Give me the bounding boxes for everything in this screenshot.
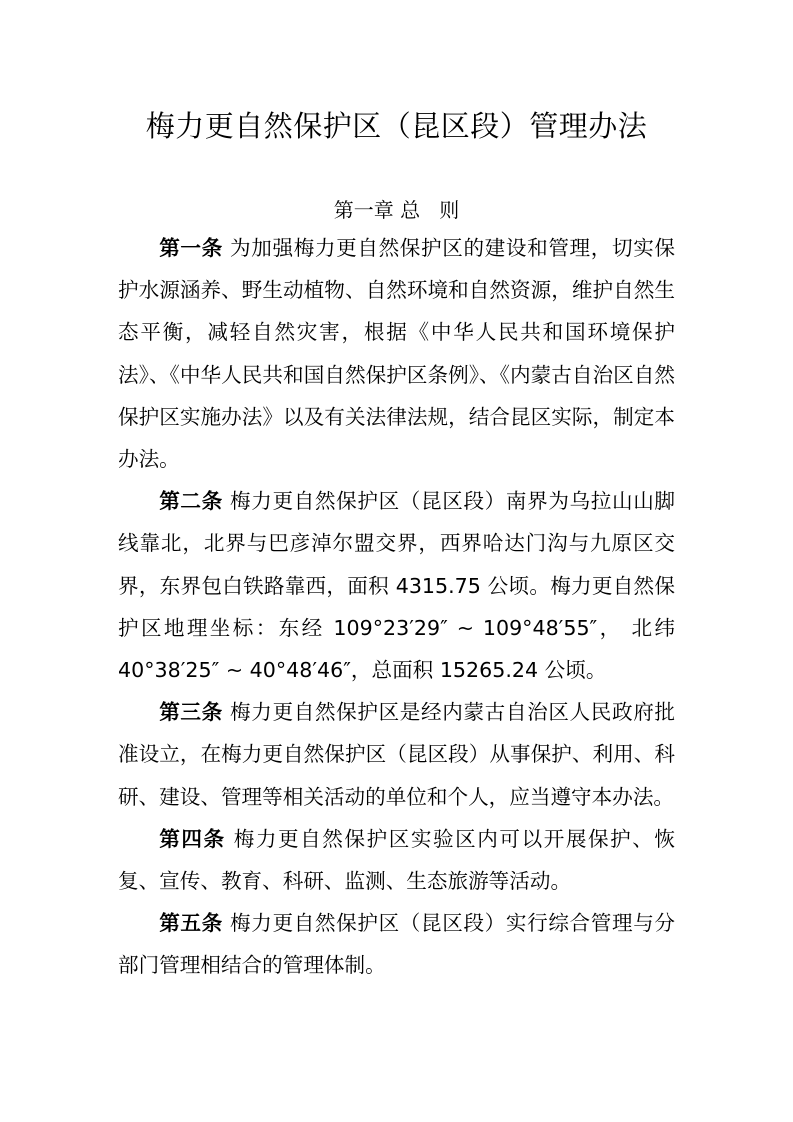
article-label: 第三条 <box>159 700 223 725</box>
article-1 <box>118 227 675 480</box>
article-text: 梅力更自然保护区实验区内可以开展保护、恢复、宣传、教育、科研、监测、生态旅游等活动。 <box>118 826 676 894</box>
article-2 <box>118 480 675 691</box>
document-body <box>118 227 675 987</box>
article-text: 为加强梅力更自然保护区的建设和管理，切实保护水源涵养、野生动植物、自然环境和自然资源，维护自然生态平衡，减轻自然灾害，根据《中华人民共和国环境保护法》、《中华人民共和国自然保护区条例》、《内蒙古自治区自然保护区实施办法》以及有关法律法规，结合昆区实际，制定本办法。 <box>118 236 676 472</box>
article-label: 第一条 <box>159 236 223 260</box>
article-4 <box>118 818 675 902</box>
article-5 <box>118 902 675 986</box>
document-title: 梅力更自然保护区（昆区段）管理办法 <box>145 109 648 143</box>
article-3 <box>118 691 675 818</box>
chapter-title: 第一章 总 则 <box>333 198 460 222</box>
article-label: 第四条 <box>159 826 226 851</box>
article-text: 梅力更自然保护区（昆区段）南界为乌拉山山脚线靠北，北界与巴彦淖尔盟交界，西界哈达门沟与九原区交界，东界包白铁路靠西，面积 4315.75 公顷。梅力更自然保护区地理坐标：东经 109°23′29″ ~ 109°48′55″， 北纬 40°38′25″ ~ 40°48′46″，总面积 15265.24 公顷。 <box>118 489 676 683</box>
article-label: 第二条 <box>159 489 223 514</box>
article-label: 第五条 <box>159 911 223 936</box>
article-text: 梅力更自然保护区是经内蒙古自治区人民政府批准设立，在梅力更自然保护区（昆区段）从事保护、利用、科研、建设、管理等相关活动的单位和个人，应当遵守本办法。 <box>118 700 676 809</box>
article-text: 梅力更自然保护区（昆区段）实行综合管理与分部门管理相结合的管理体制。 <box>118 911 676 978</box>
